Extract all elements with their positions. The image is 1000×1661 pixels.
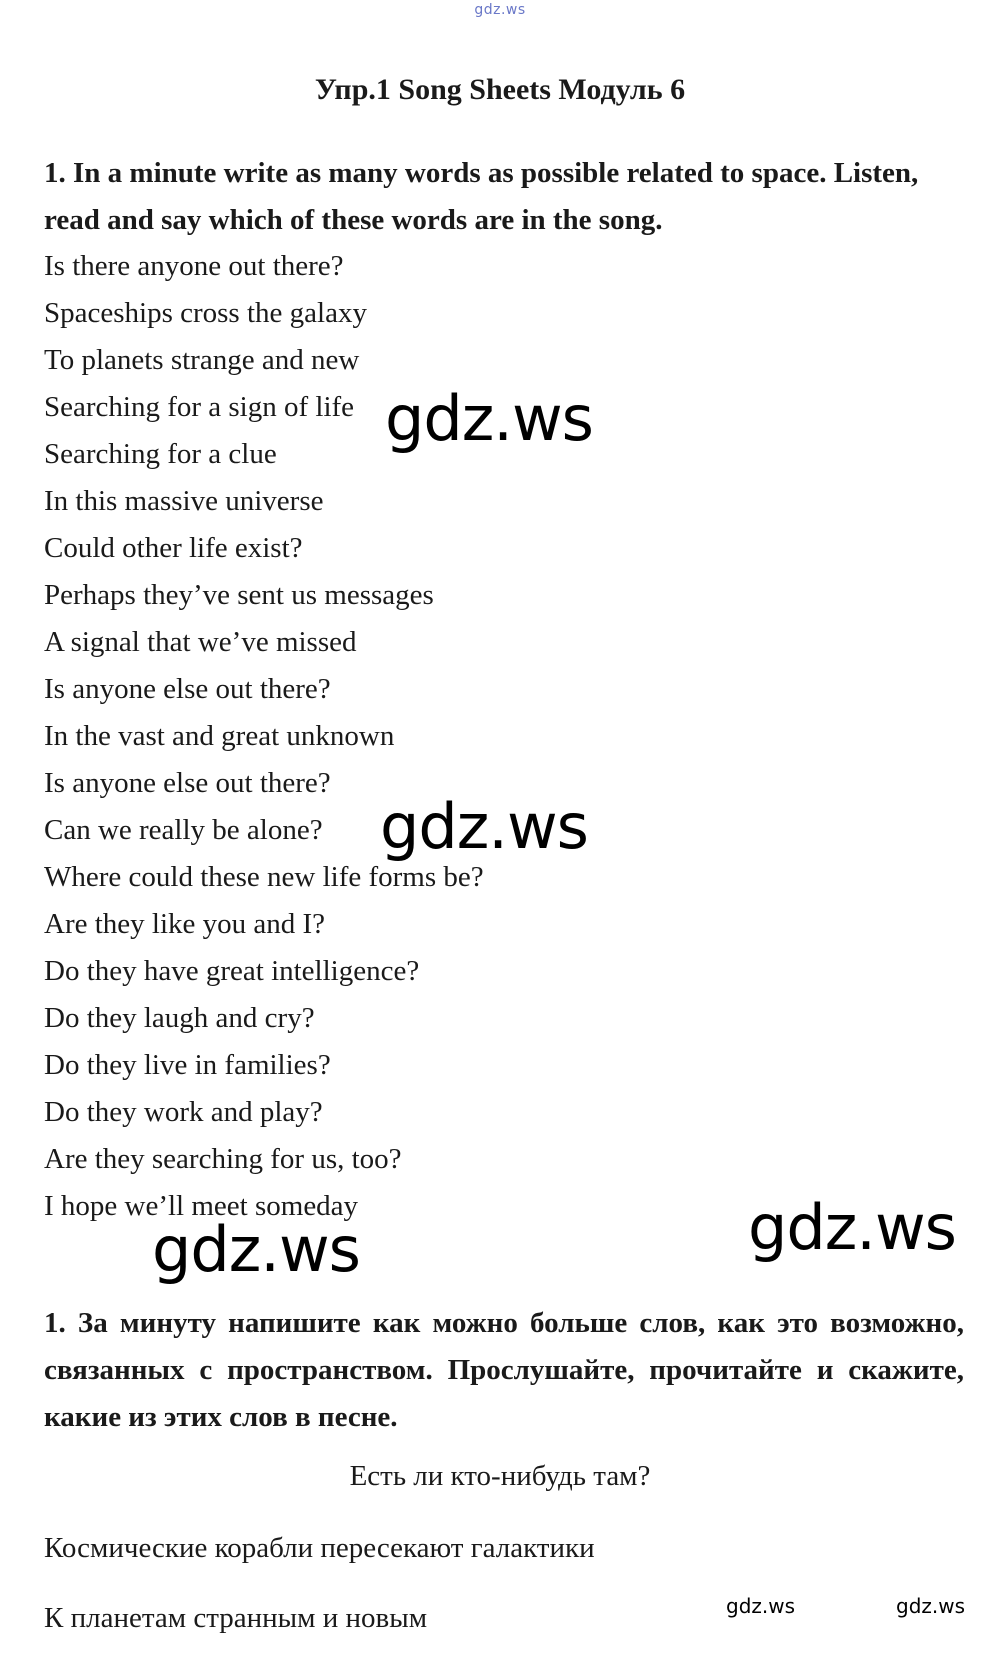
lyric-line: Are they like you and I?	[44, 908, 326, 940]
lyric-line: Is anyone else out there?	[44, 767, 331, 799]
watermark-small: gdz.ws	[896, 1594, 966, 1618]
lyric-line: Where could these new life forms be?	[44, 861, 484, 893]
lyric-line: Are they searching for us, too?	[44, 1143, 402, 1175]
lyric-line: Spaceships cross the galaxy	[44, 297, 367, 329]
watermark: gdz.ws	[152, 1213, 360, 1286]
top-watermark: gdz.ws	[474, 2, 526, 18]
russian-translation-heading: Есть ли кто-нибудь там?	[349, 1460, 651, 1492]
lyric-line: A signal that we’ve missed	[44, 626, 357, 658]
russian-translation-line: К планетам странным и новым	[44, 1602, 428, 1634]
lyric-line: Searching for a sign of life	[44, 391, 355, 423]
lyric-line: Perhaps they’ve sent us messages	[44, 579, 434, 611]
lyric-line: Can we really be alone?	[44, 814, 323, 846]
lyric-line: Is anyone else out there?	[44, 673, 331, 705]
lyric-line: Do they work and play?	[44, 1096, 323, 1128]
lyric-line: Is there anyone out there?	[44, 250, 344, 282]
russian-translation-line: Космические корабли пересекают галактики	[44, 1532, 595, 1564]
lyric-line: Could other life exist?	[44, 532, 303, 564]
watermark: gdz.ws	[385, 382, 593, 455]
lyric-line: Searching for a clue	[44, 438, 277, 470]
watermark: gdz.ws	[748, 1191, 956, 1264]
lyric-line: I hope we’ll meet someday	[44, 1190, 359, 1222]
task-instruction-russian: 1. За минуту напишите как можно больше слов, как это возможно, связанных с пространством. Прослушайте, прочитайте и скажите, какие из этих слов в песне.	[44, 1307, 964, 1433]
lyric-line: Do they laugh and cry?	[44, 1002, 315, 1034]
lyric-line: Do they have great intelligence?	[44, 955, 420, 987]
page-title: Упр.1 Song Sheets Модуль 6	[314, 73, 686, 106]
watermark-small: gdz.ws	[726, 1594, 796, 1618]
lyric-line: To planets strange and new	[44, 344, 360, 376]
watermark: gdz.ws	[380, 790, 588, 863]
task-instruction-english: 1. In a minute write as many words as possible related to space. Listen, read and say which of these words are in the song.	[44, 157, 919, 236]
lyric-line: In this massive universe	[44, 485, 324, 517]
lyric-line: In the vast and great unknown	[44, 720, 395, 752]
lyric-line: Do they live in families?	[44, 1049, 331, 1081]
